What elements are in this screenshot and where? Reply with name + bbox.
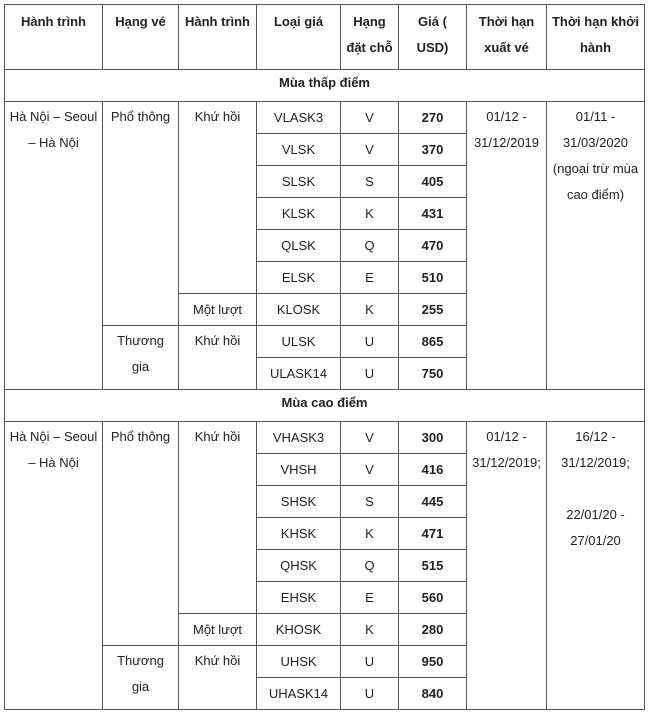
fare-code: SHSK bbox=[257, 486, 341, 518]
booking-class: K bbox=[341, 198, 399, 230]
fare-code: VLSK bbox=[257, 134, 341, 166]
fare-code: VHSH bbox=[257, 454, 341, 486]
price: 510 bbox=[399, 262, 467, 294]
season-title: Mùa thấp điểm bbox=[5, 70, 645, 102]
price: 431 bbox=[399, 198, 467, 230]
price: 280 bbox=[399, 614, 467, 646]
price: 270 bbox=[399, 102, 467, 134]
booking-class: U bbox=[341, 678, 399, 710]
booking-class: U bbox=[341, 646, 399, 678]
route-cell: Hà Nội – Seoul – Hà Nội bbox=[5, 422, 103, 710]
price: 515 bbox=[399, 550, 467, 582]
fare-code: VLASK3 bbox=[257, 102, 341, 134]
header-trip-type: Hành trình bbox=[179, 5, 257, 70]
ticket-class-business: Thương gia bbox=[103, 326, 179, 390]
price: 750 bbox=[399, 358, 467, 390]
ticket-class-economy: Phổ thông bbox=[103, 102, 179, 326]
issue-period: 01/12 - 31/12/2019; bbox=[467, 422, 547, 710]
fare-code: ELSK bbox=[257, 262, 341, 294]
booking-class: U bbox=[341, 326, 399, 358]
booking-class: Q bbox=[341, 230, 399, 262]
price: 840 bbox=[399, 678, 467, 710]
price: 471 bbox=[399, 518, 467, 550]
booking-class: K bbox=[341, 614, 399, 646]
booking-class: Q bbox=[341, 550, 399, 582]
fare-code: KLOSK bbox=[257, 294, 341, 326]
travel-period bbox=[547, 422, 645, 710]
booking-class: E bbox=[341, 262, 399, 294]
price: 445 bbox=[399, 486, 467, 518]
booking-class: V bbox=[341, 422, 399, 454]
booking-class: V bbox=[341, 134, 399, 166]
booking-class: S bbox=[341, 166, 399, 198]
season-title: Mùa cao điểm bbox=[5, 390, 645, 422]
fare-code: KHOSK bbox=[257, 614, 341, 646]
fare-code: UHSK bbox=[257, 646, 341, 678]
trip-type-oneway: Một lượt bbox=[179, 294, 257, 326]
booking-class: E bbox=[341, 582, 399, 614]
fare-code: SLSK bbox=[257, 166, 341, 198]
price: 560 bbox=[399, 582, 467, 614]
fare-code: QHSK bbox=[257, 550, 341, 582]
spacer bbox=[551, 476, 640, 502]
trip-type-roundtrip: Khứ hồi bbox=[179, 646, 257, 710]
booking-class: U bbox=[341, 358, 399, 390]
price: 950 bbox=[399, 646, 467, 678]
booking-class: V bbox=[341, 102, 399, 134]
season-row bbox=[5, 70, 645, 102]
price: 405 bbox=[399, 166, 467, 198]
fare-code: KLSK bbox=[257, 198, 341, 230]
ticket-class-economy: Phổ thông bbox=[103, 422, 179, 646]
booking-class: K bbox=[341, 294, 399, 326]
price: 470 bbox=[399, 230, 467, 262]
header-travel-period: Thời hạn khởi hành bbox=[547, 5, 645, 70]
header-booking-class: Hạng đặt chỗ bbox=[341, 5, 399, 70]
header-route: Hành trình bbox=[5, 5, 103, 70]
fare-code: VHASK3 bbox=[257, 422, 341, 454]
issue-period: 01/12 - 31/12/2019 bbox=[467, 102, 547, 390]
booking-class: S bbox=[341, 486, 399, 518]
fare-code: UHASK14 bbox=[257, 678, 341, 710]
booking-class: K bbox=[341, 518, 399, 550]
travel-period-text: 01/11 - 31/03/2020 (ngoại trừ mùa cao điểm) bbox=[552, 109, 639, 202]
fare-code: QLSK bbox=[257, 230, 341, 262]
fare-table bbox=[4, 4, 645, 710]
fare-code: ULASK14 bbox=[257, 358, 341, 390]
price: 370 bbox=[399, 134, 467, 166]
travel-period-range-1: 16/12 - 31/12/2019; bbox=[561, 429, 630, 470]
fare-row bbox=[5, 102, 645, 134]
fare-row bbox=[5, 422, 645, 454]
header-ticket-class: Hạng vé bbox=[103, 5, 179, 70]
fare-code: KHSK bbox=[257, 518, 341, 550]
trip-type-oneway: Một lượt bbox=[179, 614, 257, 646]
booking-class: V bbox=[341, 454, 399, 486]
price: 865 bbox=[399, 326, 467, 358]
trip-type-roundtrip: Khứ hồi bbox=[179, 422, 257, 614]
travel-period-range-2: 22/01/20 - 27/01/20 bbox=[566, 507, 625, 548]
route-cell: Hà Nội – Seoul – Hà Nội bbox=[5, 102, 103, 390]
trip-type-roundtrip: Khứ hồi bbox=[179, 326, 257, 390]
trip-type-roundtrip: Khứ hồi bbox=[179, 102, 257, 294]
fare-code: ULSK bbox=[257, 326, 341, 358]
travel-period bbox=[547, 102, 645, 390]
header-fare-type: Loại giá bbox=[257, 5, 341, 70]
price: 255 bbox=[399, 294, 467, 326]
header-row bbox=[5, 5, 645, 70]
season-row bbox=[5, 390, 645, 422]
header-price: Giá ( USD) bbox=[399, 5, 467, 70]
header-issue-period: Thời hạn xuất vé bbox=[467, 5, 547, 70]
price: 300 bbox=[399, 422, 467, 454]
fare-code: EHSK bbox=[257, 582, 341, 614]
ticket-class-business: Thương gia bbox=[103, 646, 179, 710]
price: 416 bbox=[399, 454, 467, 486]
